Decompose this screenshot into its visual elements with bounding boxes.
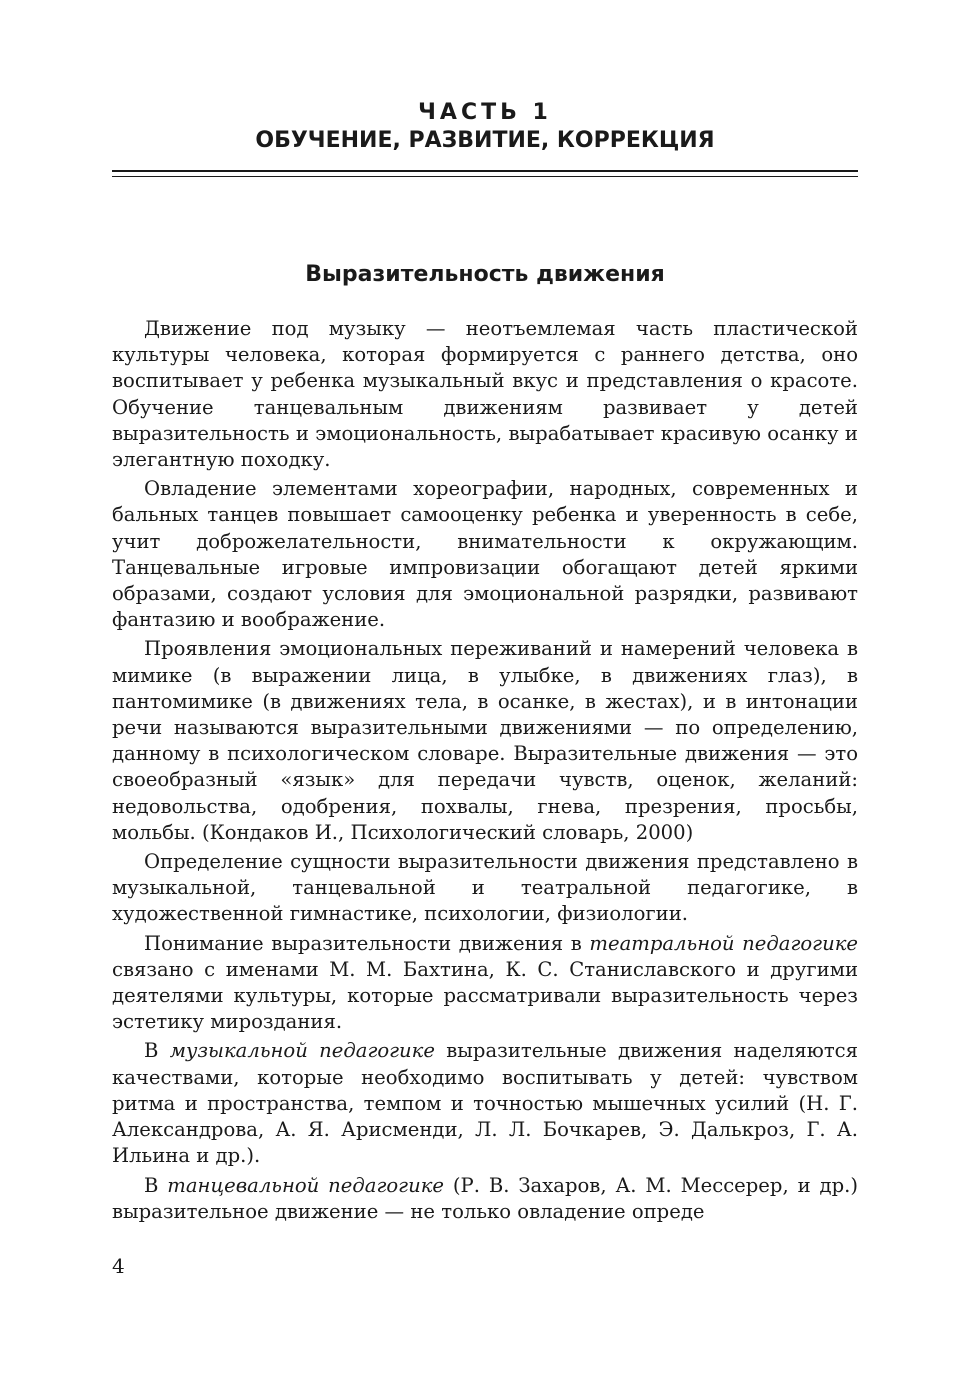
paragraph-6 (112, 1038, 858, 1169)
paragraph-7 (112, 1173, 858, 1225)
paragraph-4: Определение сущности выразительности движения представлено в музыкальной, танцевальной и театральной педагогике, в художественной гимнастике, психологии, физиологии. (112, 850, 858, 926)
term-theatre-pedagogy: театральной педагогике (589, 931, 858, 955)
paragraph-7-rest: (Р. В. Захаров, А. М. Мессерер, и др.) выразительное движение — не только овладение опреде (112, 1173, 858, 1223)
header-rule-thick (112, 170, 858, 172)
body-text (112, 316, 858, 1228)
part-label: ЧАСТЬ 1 (418, 100, 552, 125)
paragraph-1: Движение под музыку — неотъемлемая часть пластической культуры человека, которая формируется с раннего детства, оно воспитывает у ребенка музыкальный вкус и представления о красоте. Обучение танцевальным движениям развивает у детей выразительность и эмоциональность, вырабатывает красивую осанку и элегантную походку. (112, 317, 858, 472)
term-dance-pedagogy: танцевальной педагогике (167, 1173, 444, 1197)
paragraph-6-lead: В (144, 1039, 170, 1063)
paragraph-5 (112, 931, 858, 1036)
page-number: 4 (112, 1254, 125, 1278)
part-title: ОБУЧЕНИЕ, РАЗВИТИЕ, КОРРЕКЦИЯ (255, 128, 715, 153)
paragraph-6-rest: выразительные движения наделяются качествами, которые необходимо воспитывать у детей: чувством ритма и пространства, темпом и точностью мышечных усилий (Н. Г. Александрова, А. Я. Арисменди, Л. Л. Бочкарев, Э. Далькроз, Г. А. Ильина и др.). (112, 1039, 858, 1168)
section-title: Выразительность движения (305, 262, 665, 287)
paragraph-5-rest: связано с именами М. М. Бахтина, К. С. Станиславского и другими деятелями культуры, которые рассматривали выразительность через эстетику мироздания. (112, 957, 858, 1034)
paragraph-5-lead: Понимание выразительности движения в (144, 931, 590, 955)
paragraph-3: Проявления эмоциональных переживаний и намерений человека в мимике (в выражении лица, в улыбке, в движениях глаз), в пантомимике (в движениях тела, в осанке, в жестах), и в интонации речи называются выразительными движениями — по определению, данному в психологическом словаре. Выразительные движения — это своеобразный «язык» для передачи чувств, оценок, желаний: недовольства, одобрения, похвалы, гнева, презрения, просьбы, мольбы. (Кондаков И., Психологический словарь, 2000) (112, 637, 858, 844)
paragraph-7-lead: В (144, 1173, 168, 1197)
term-music-pedagogy: музыкальной педагогике (169, 1039, 435, 1063)
paragraph-2: Овладение элементами хореографии, народных, современных и бальных танцев повышает самооценку ребенка и уверенность в себе, учит доброжелательности, внимательности к окружающим. Танцевальные игровые импровизации обогащают детей яркими образами, создают условия для эмоциональной разрядки, развивают фантазию и воображение. (112, 477, 858, 632)
header-rule-thin (112, 176, 858, 177)
